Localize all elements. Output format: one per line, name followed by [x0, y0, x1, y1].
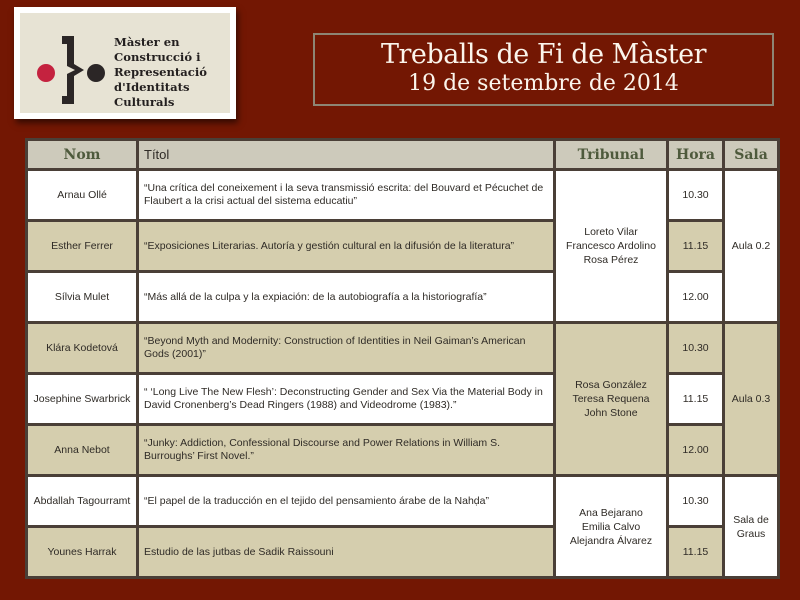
column-header-hora: Hora: [668, 140, 724, 170]
tribunal-cell: [555, 170, 668, 323]
column-header-tribunal: Tribunal: [555, 140, 668, 170]
logo-card: [14, 7, 236, 119]
tribunal-member: Francesco Ardolino: [566, 240, 656, 252]
room: Aula 0.2: [724, 170, 779, 323]
thesis-title: “Beyond Myth and Modernity: Construction of Identities in Neil Gaiman’s American Gods (2001)”: [138, 323, 555, 374]
thesis-title: Estudio de las jutbas de Sadik Raissouni: [138, 527, 555, 578]
hour: 10.30: [668, 476, 724, 527]
logo-background: [20, 13, 230, 113]
thesis-title: “Exposiciones Literarias. Autoría y gestión cultural en la difusión de la literatura”: [138, 221, 555, 272]
tribunal-member: Ana Bejarano: [579, 506, 643, 519]
hour: 12.00: [668, 272, 724, 323]
student-name: Klára Kodetová: [27, 323, 138, 374]
tribunal-member: Loreto Vilar: [584, 226, 638, 238]
logo-text: [114, 35, 207, 110]
hour: 11.15: [668, 527, 724, 578]
student-name: Younes Harrak: [27, 527, 138, 578]
dark-dot-icon: [87, 64, 105, 82]
page-title: Treballs de Fi de Màster: [381, 39, 706, 70]
table-header-row: [27, 140, 779, 170]
tribunal-member: Rosa González: [575, 379, 647, 391]
red-dot-icon: [37, 64, 55, 82]
hour: 10.30: [668, 170, 724, 221]
thesis-title: “El papel de la traducción en el tejido del pensamiento árabe de la Nahḍa”: [138, 476, 555, 527]
logo-line: Construcció i: [114, 50, 201, 64]
tribunal-member: Emilia Calvo: [581, 520, 641, 533]
hour: 11.15: [668, 221, 724, 272]
logo-line: d'Identitats: [114, 80, 190, 94]
tribunal-member: Teresa Requena: [572, 393, 650, 405]
logo-line: Culturals: [114, 95, 175, 109]
curly-brace-icon: [60, 34, 86, 106]
column-header-sala: Sala: [724, 140, 779, 170]
title-box: [313, 33, 774, 106]
student-name: Esther Ferrer: [27, 221, 138, 272]
hour: 12.00: [668, 425, 724, 476]
thesis-title: “Una crítica del coneixement i la seva transmissió escrita: del Bouvard et Pécuchet de Flaubert a la crisi actual del sistema educatiu”: [138, 170, 555, 221]
logo-line: Màster en: [114, 35, 180, 49]
thesis-title: “Junky: Addiction, Confessional Discourse and Power Relations in William S. Burroughs’ First Novel.”: [138, 425, 555, 476]
student-name: Anna Nebot: [27, 425, 138, 476]
column-header-titol: Títol: [138, 140, 555, 170]
table-row: [27, 170, 779, 221]
tribunal-cell: [555, 476, 668, 578]
tribunal-member: Rosa Pérez: [583, 254, 639, 266]
table-row: [27, 323, 779, 374]
room: Sala de Graus: [724, 476, 779, 578]
student-name: Arnau Ollé: [27, 170, 138, 221]
student-name: Sílvia Mulet: [27, 272, 138, 323]
column-header-nom: Nom: [27, 140, 138, 170]
hour: 11.15: [668, 374, 724, 425]
thesis-title: “Más allá de la culpa y la expiación: de la autobiografía a la historiografía”: [138, 272, 555, 323]
hour: 10.30: [668, 323, 724, 374]
schedule-table: [25, 138, 780, 579]
room: Aula 0.3: [724, 323, 779, 476]
tribunal-member: Alejandra Álvarez: [569, 534, 653, 547]
logo-line: Representació: [114, 65, 207, 79]
tribunal-member: John Stone: [584, 407, 638, 419]
page-date: 19 de setembre de 2014: [408, 71, 679, 96]
student-name: Abdallah Tagourramt: [27, 476, 138, 527]
thesis-title: “ ‘Long Live The New Flesh’: Deconstructing Gender and Sex Via the Material Body in David Cronenberg’s Dead Ringers (1988) and Videodrome (1983).”: [138, 374, 555, 425]
student-name: Josephine Swarbrick: [27, 374, 138, 425]
tribunal-cell: [555, 323, 668, 476]
table-row: [27, 476, 779, 527]
